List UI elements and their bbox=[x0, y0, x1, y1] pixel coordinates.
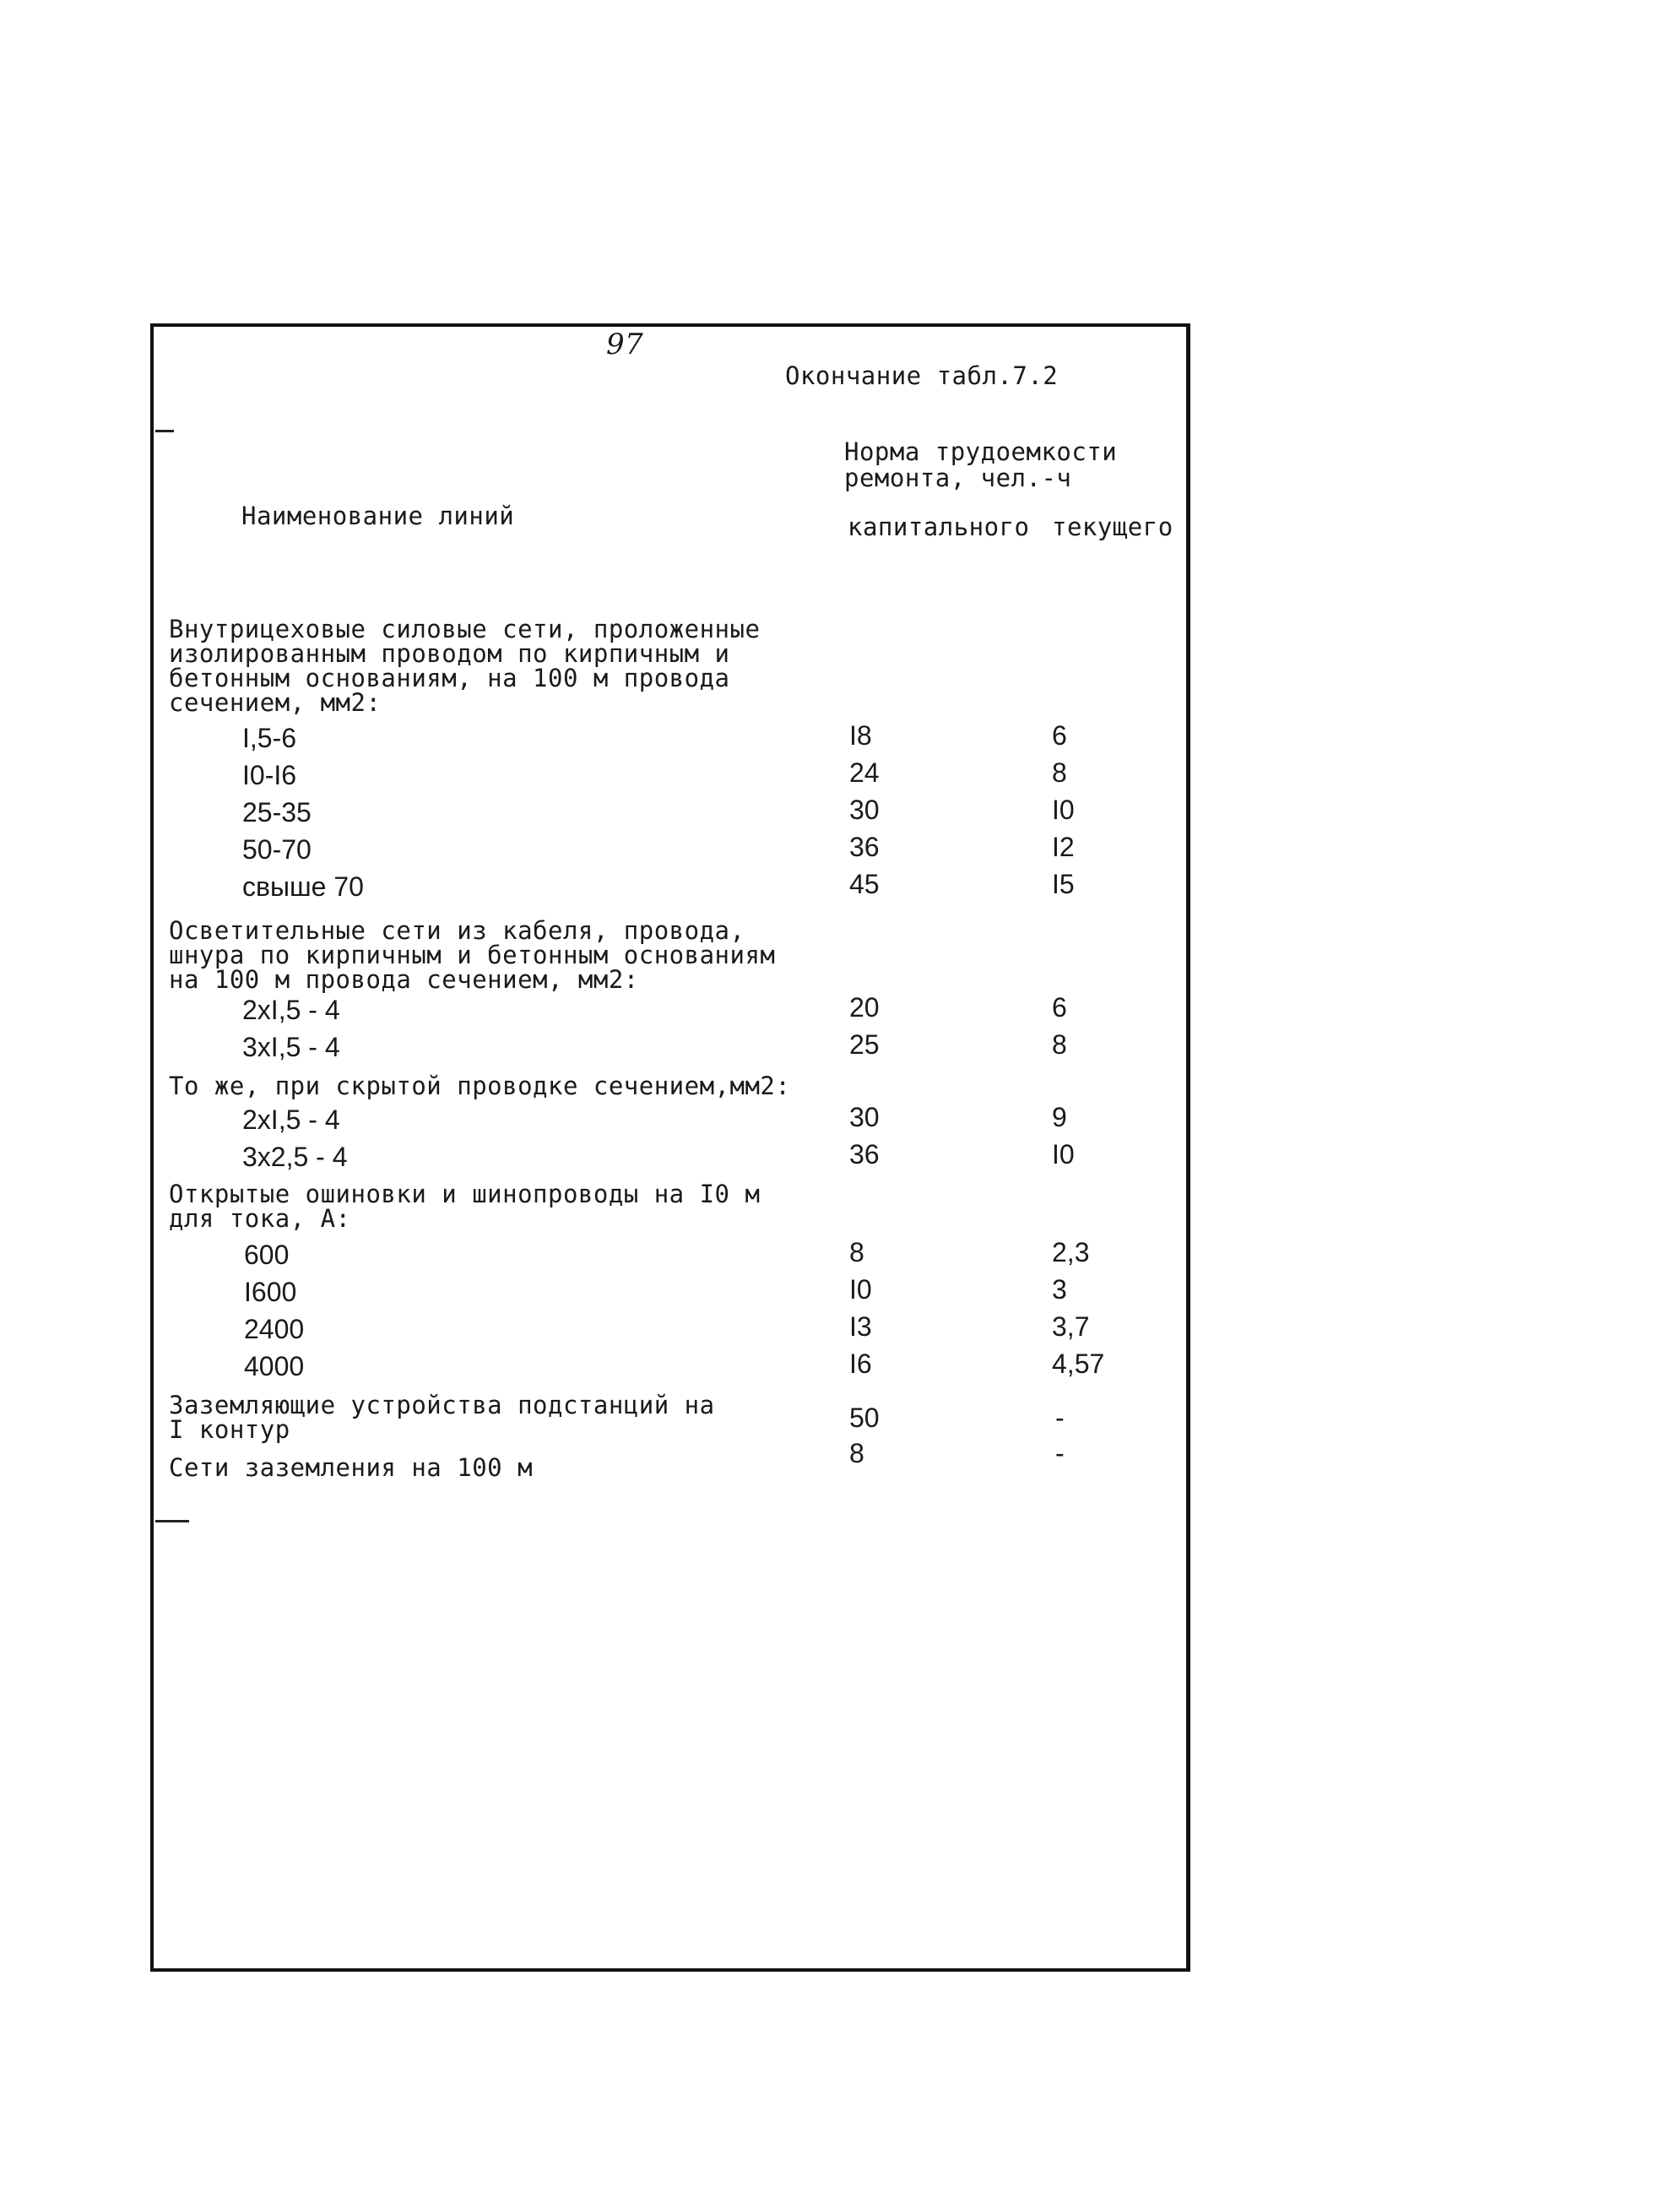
section-title: Осветительные сети из кабеля, провода, шнура по кирпичным и бетонным основаниям на 100 м провода сечением, мм2: bbox=[169, 916, 776, 994]
row-label: 3xI,5 - 4 bbox=[242, 1032, 340, 1062]
row-current: - bbox=[1055, 1438, 1065, 1468]
row-label: Сети заземления на 100 м bbox=[169, 1453, 534, 1482]
row-label: I600 bbox=[244, 1277, 297, 1307]
page-number: 97 bbox=[606, 328, 644, 361]
row-capital: 30 bbox=[849, 1102, 880, 1132]
row-capital: 45 bbox=[849, 869, 880, 899]
row-current: 2,3 bbox=[1052, 1237, 1090, 1267]
row-current: I5 bbox=[1052, 869, 1075, 899]
left-margin-mark bbox=[155, 430, 174, 432]
row-current: 4,57 bbox=[1052, 1349, 1105, 1379]
row-capital: 36 bbox=[849, 832, 880, 862]
section-title: То же, при скрытой проводке сечением,мм2: bbox=[169, 1072, 791, 1100]
name-column-header: Наименование линий bbox=[241, 502, 515, 530]
row-label: 2xI,5 - 4 bbox=[242, 995, 340, 1025]
row-capital: 25 bbox=[849, 1029, 880, 1060]
row-capital: 8 bbox=[849, 1438, 864, 1468]
row-current: I0 bbox=[1052, 795, 1075, 825]
row-current: - bbox=[1055, 1403, 1065, 1433]
norm-header-line2: ремонта, чел.-ч bbox=[844, 464, 1072, 492]
row-capital: 36 bbox=[849, 1139, 880, 1169]
row-label: 50-70 bbox=[242, 834, 312, 865]
row-label: 3x2,5 - 4 bbox=[242, 1142, 348, 1172]
row-capital: 20 bbox=[849, 992, 880, 1023]
row-capital: I8 bbox=[849, 720, 872, 751]
row-capital: I3 bbox=[849, 1311, 872, 1342]
row-capital: 8 bbox=[849, 1237, 864, 1267]
row-capital: I6 bbox=[849, 1349, 872, 1379]
current-column-header: текущего bbox=[1052, 513, 1173, 541]
row-current: 9 bbox=[1052, 1102, 1067, 1132]
section-title: Внутрицеховые силовые сети, проложенные изолированным проводом по кирпичным и бетонным основаниям, на 100 м провода сечением, мм2: bbox=[169, 615, 761, 717]
row-label: 4000 bbox=[244, 1351, 305, 1381]
row-label: Заземляющие устройства подстанций на I контур bbox=[169, 1391, 715, 1444]
left-margin-mark bbox=[155, 1520, 189, 1522]
row-capital: 24 bbox=[849, 757, 880, 788]
row-capital: I0 bbox=[849, 1274, 872, 1305]
row-current: 3,7 bbox=[1052, 1311, 1090, 1342]
table-caption: Окончание табл.7.2 bbox=[785, 361, 1059, 390]
capital-column-header: капитального bbox=[848, 513, 1030, 541]
row-label: свыше 70 bbox=[242, 871, 364, 902]
row-current: 6 bbox=[1052, 992, 1067, 1023]
row-label: 2xI,5 - 4 bbox=[242, 1104, 340, 1135]
row-label: I0-I6 bbox=[242, 760, 297, 790]
row-current: I2 bbox=[1052, 832, 1075, 862]
row-label: I,5-6 bbox=[242, 723, 297, 753]
row-current: 8 bbox=[1052, 1029, 1067, 1060]
row-capital: 50 bbox=[849, 1403, 880, 1433]
norm-header-line1: Норма трудоемкости bbox=[844, 437, 1118, 466]
row-label: 600 bbox=[244, 1240, 290, 1270]
row-current: I0 bbox=[1052, 1139, 1075, 1169]
row-current: 3 bbox=[1052, 1274, 1067, 1305]
row-capital: 30 bbox=[849, 795, 880, 825]
row-current: 8 bbox=[1052, 757, 1067, 788]
row-label: 25-35 bbox=[242, 797, 312, 828]
row-current: 6 bbox=[1052, 720, 1067, 751]
section-title: Открытые ошиновки и шинопроводы на I0 м для тока, А: bbox=[169, 1180, 761, 1233]
row-label: 2400 bbox=[244, 1314, 305, 1344]
